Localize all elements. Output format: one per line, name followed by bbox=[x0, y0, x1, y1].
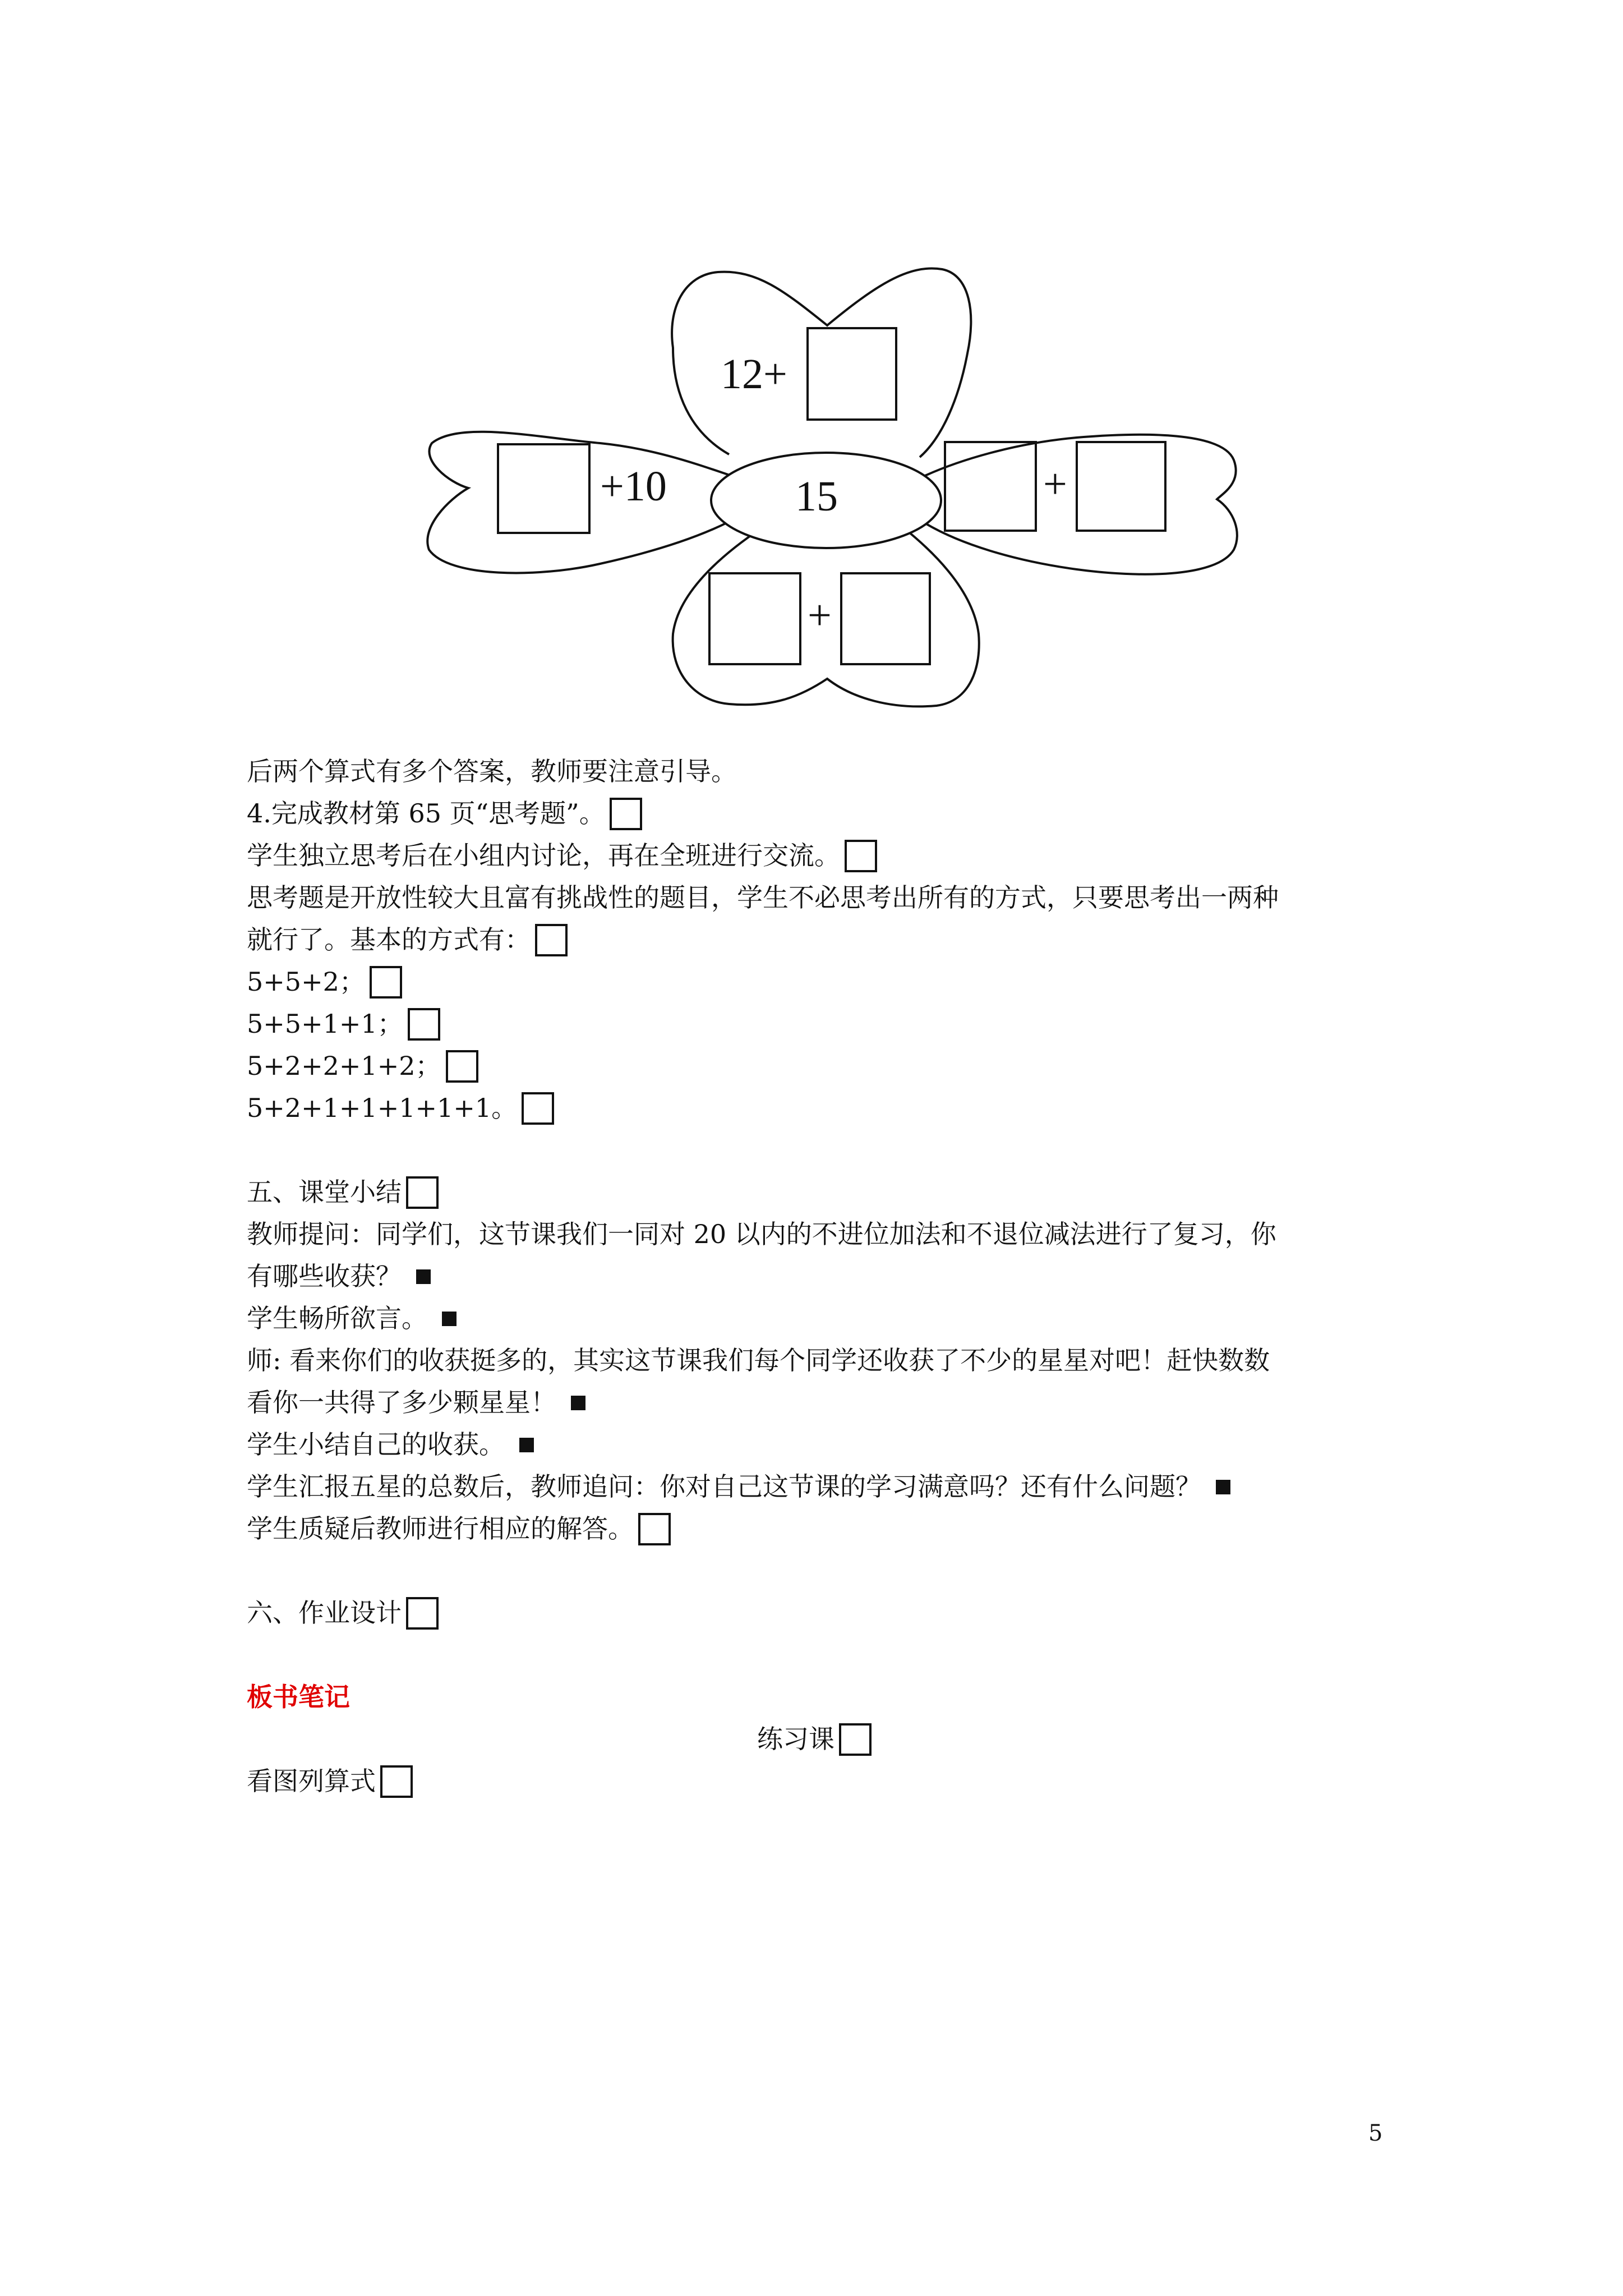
top-expression: 12+ bbox=[721, 351, 787, 398]
document-body bbox=[247, 751, 1413, 1802]
text-line bbox=[247, 1087, 1413, 1129]
black-square-icon bbox=[519, 1438, 534, 1452]
placeholder-box bbox=[845, 840, 877, 872]
text-line-content: 有哪些收获？ bbox=[247, 1261, 402, 1291]
text-line-content: 后两个算式有多个答案，教师要注意引导。 bbox=[247, 756, 737, 786]
text-line-content: 5+5+1+1； bbox=[247, 1009, 403, 1039]
text-line bbox=[247, 1213, 1413, 1255]
section-heading bbox=[247, 1592, 1413, 1634]
board-title-line bbox=[247, 1718, 1413, 1760]
right-petal bbox=[923, 435, 1237, 574]
section-heading-text: 五、课堂小结 bbox=[247, 1177, 402, 1207]
black-square-icon bbox=[442, 1312, 457, 1326]
board-title: 练习课 bbox=[757, 1724, 834, 1754]
text-line-content: 就行了。基本的方式有： bbox=[247, 924, 531, 955]
text-line bbox=[247, 1424, 1413, 1466]
text-line-content: 学生畅所欲言。 bbox=[247, 1303, 427, 1333]
text-line-content: 学生独立思考后在小组内讨论，再在全班进行交流。 bbox=[247, 840, 840, 871]
center-number: 15 bbox=[795, 473, 838, 520]
text-line-content: 5+5+2； bbox=[247, 967, 365, 997]
text-line-content: 5+2+2+1+2； bbox=[247, 1051, 441, 1081]
text-line bbox=[247, 1382, 1413, 1424]
text-line-content: 5+2+1+1+1+1+1。 bbox=[247, 1093, 518, 1123]
top-petal bbox=[672, 268, 971, 457]
placeholder-box bbox=[446, 1050, 478, 1083]
text-line-content: 看你一共得了多少颗星星！ bbox=[247, 1387, 556, 1418]
left-petal bbox=[427, 432, 735, 573]
page-number: 5 bbox=[1368, 2120, 1383, 2146]
black-square-icon bbox=[1216, 1480, 1230, 1494]
text-line-content: 思考题是开放性较大且富有挑战性的题目，学生不必思考出所有的方式，只要思考出一两种 bbox=[247, 882, 1279, 913]
board-notes-heading bbox=[247, 1676, 1413, 1718]
placeholder-box bbox=[535, 924, 568, 956]
text-line bbox=[247, 751, 1413, 793]
text-line bbox=[247, 1045, 1413, 1087]
black-square-icon bbox=[416, 1269, 431, 1284]
placeholder-box bbox=[380, 1765, 413, 1798]
placeholder-box bbox=[839, 1723, 872, 1756]
text-line bbox=[247, 1255, 1413, 1297]
text-line bbox=[247, 877, 1413, 919]
text-line-content: 学生质疑后教师进行相应的解答。 bbox=[247, 1513, 634, 1544]
text-line-content: 师: 看来你们的收获挺多的，其实这节课我们每个同学还收获了不少的星星对吧！赶快数数 bbox=[247, 1345, 1270, 1375]
text-line bbox=[247, 1297, 1413, 1340]
placeholder-box bbox=[370, 966, 402, 999]
text-line-content: 学生汇报五星的总数后，教师追问：你对自己这节课的学习满意吗？还有什么问题？ bbox=[247, 1471, 1201, 1502]
placeholder-box bbox=[406, 1176, 439, 1209]
section-heading-text: 六、作业设计 bbox=[247, 1598, 402, 1628]
text-line-content: 学生小结自己的收获。 bbox=[247, 1429, 505, 1460]
placeholder-box bbox=[406, 1597, 439, 1630]
text-line-content: 看图列算式 bbox=[247, 1766, 376, 1796]
placeholder-box bbox=[610, 798, 642, 830]
text-line-content: 4.完成教材第 65 页“思考题”。 bbox=[247, 798, 605, 829]
placeholder-box bbox=[408, 1008, 440, 1041]
flower-diagram bbox=[415, 264, 1245, 712]
left-expression: +10 bbox=[600, 463, 667, 510]
text-line bbox=[247, 919, 1413, 961]
text-line bbox=[247, 1340, 1413, 1382]
board-notes-title: 板书笔记 bbox=[247, 1682, 350, 1712]
placeholder-box bbox=[522, 1092, 554, 1125]
text-line bbox=[247, 961, 1413, 1003]
text-line bbox=[247, 1508, 1413, 1550]
text-line bbox=[247, 1466, 1413, 1508]
text-line bbox=[247, 793, 1413, 835]
bottom-plus-sign: + bbox=[808, 592, 832, 639]
placeholder-box bbox=[638, 1513, 671, 1545]
text-line bbox=[247, 835, 1413, 877]
right-plus-sign: + bbox=[1043, 461, 1067, 508]
text-line-content: 教师提问：同学们，这节课我们一同对 20 以内的不进位加法和不退位减法进行了复习，你 bbox=[247, 1219, 1276, 1249]
black-square-icon bbox=[571, 1396, 585, 1410]
text-line bbox=[247, 1760, 1413, 1802]
section-heading bbox=[247, 1171, 1413, 1213]
text-line bbox=[247, 1003, 1413, 1045]
